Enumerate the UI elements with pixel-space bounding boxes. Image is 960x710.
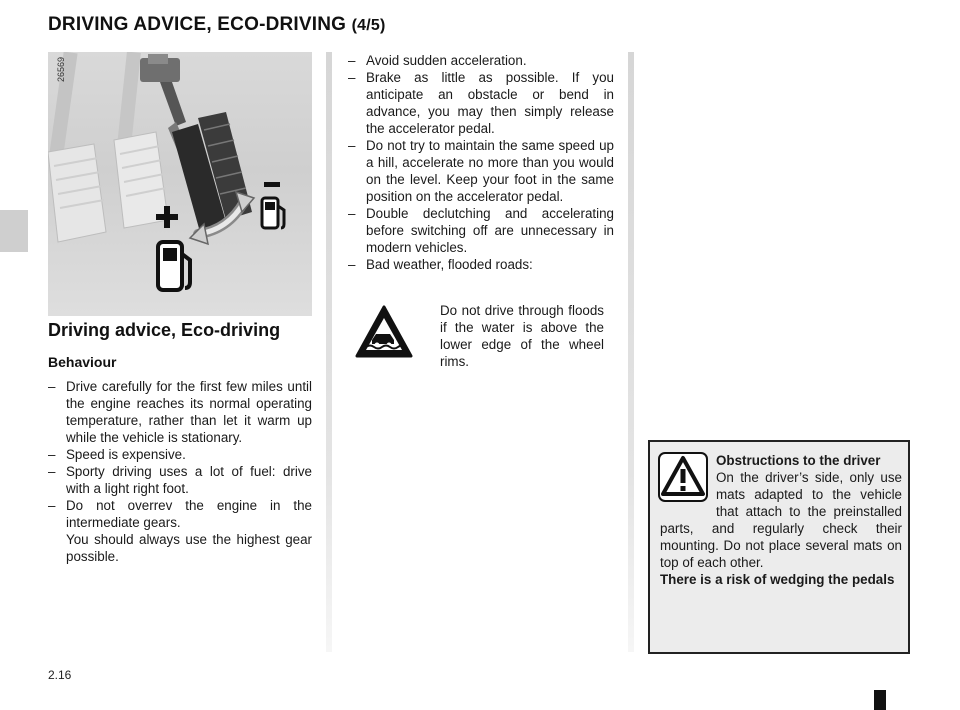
obstruction-warning-text xyxy=(660,452,902,588)
figure-code: 26569 xyxy=(56,56,66,82)
list-item: – Double declutching and accelerating before switching off are unnecessary in modern vehicles. xyxy=(348,205,614,256)
column-divider-right xyxy=(628,52,634,652)
list-item: – Bad weather, flooded roads: xyxy=(348,256,614,273)
pedals-illustration xyxy=(48,52,312,316)
list-item: – Avoid sudden acceleration. xyxy=(348,52,614,69)
flood-warning-icon xyxy=(354,304,414,360)
obstruction-emphasis: There is a risk of wedging the pedals xyxy=(660,572,895,587)
page-title-part: (4/5) xyxy=(351,17,386,34)
obstruction-heading: Obstructions to the driver xyxy=(716,453,881,468)
obstruction-body: On the driver’s side, only use mats adapted to the vehicle that attach to the preinstalled parts, and regularly check their mounting. Do not place several mats on top of each other. xyxy=(660,470,902,570)
section-heading: Driving advice, Eco-driving xyxy=(48,320,281,340)
list-item: – Sporty driving uses a lot of fuel: drive with a light right foot. xyxy=(48,463,312,497)
page-title xyxy=(48,14,386,36)
flood-warning-text: Do not drive through floods if the water is above the lower edge of the wheel rims. xyxy=(440,303,604,369)
list-item: – Speed is expensive. xyxy=(48,446,312,463)
advice-list xyxy=(348,52,614,273)
list-item: – Drive carefully for the first few miles until the engine reaches its normal operating temperature, rather than let it warm up while the vehicle is stationary. xyxy=(48,378,312,446)
chapter-tab xyxy=(0,210,28,252)
list-item: – Brake as little as possible. If you anticipate an obstacle or bend in advance, you may then simply release the accelerator pedal. xyxy=(348,69,614,137)
behaviour-list xyxy=(48,378,312,565)
corner-mark xyxy=(874,690,886,710)
page-number: 2.16 xyxy=(48,668,72,682)
minus-sign-icon xyxy=(264,182,280,187)
list-item: – Do not overrev the engine in the intermediate gears. You should always use the highest gear possible. xyxy=(48,497,312,565)
pedals-drawing xyxy=(48,52,312,316)
column-divider-left xyxy=(326,52,332,652)
fuel-pump-icon xyxy=(262,198,284,228)
obstruction-warning-box xyxy=(648,440,910,654)
sub-heading: Behaviour xyxy=(48,354,117,370)
list-item: – Do not try to maintain the same speed up a hill, accelerate no more than you would on the level. Keep your foot in the same position on the accelerator pedal. xyxy=(348,137,614,205)
page-title-text: DRIVING ADVICE, ECO-DRIVING xyxy=(48,14,347,35)
